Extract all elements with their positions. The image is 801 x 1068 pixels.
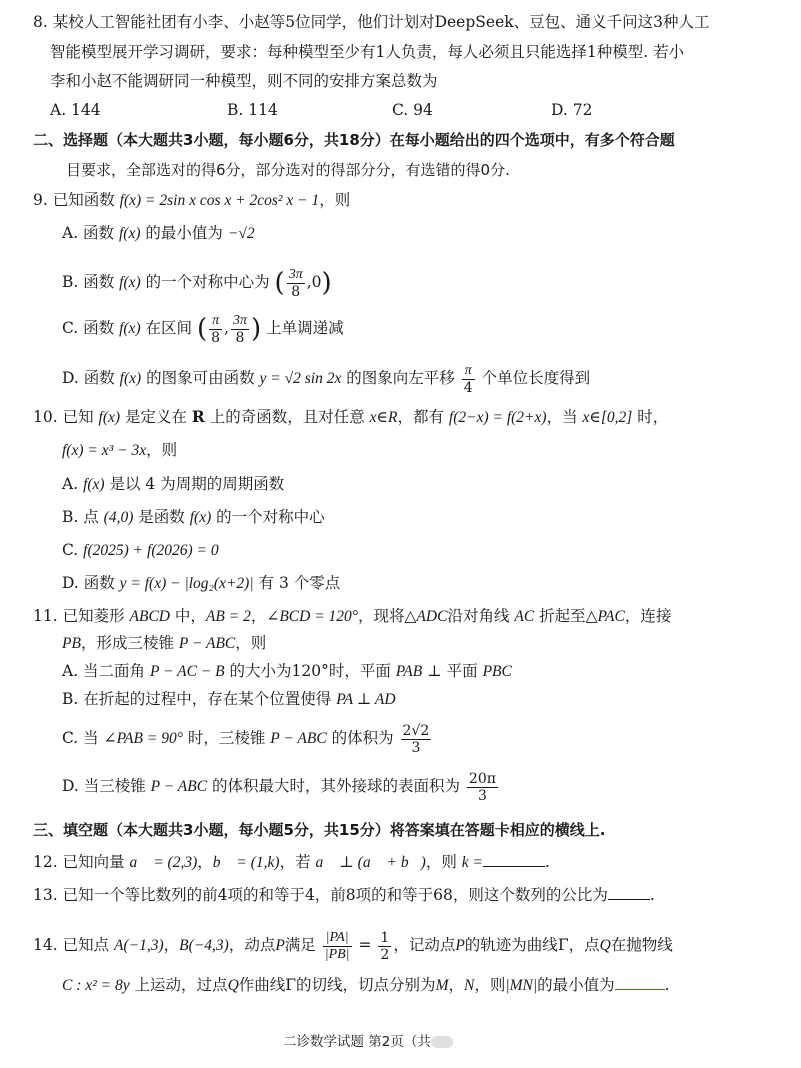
q13-answer-blank [608, 899, 650, 900]
q9-a-post: 的最小值为 [140, 224, 228, 242]
q14-l1-A: A(−1,3) [114, 937, 164, 954]
q10-a-pre: A. [62, 475, 84, 493]
q12-line [33, 852, 550, 873]
q8-line1: 8. 某校人工智能社团有小李、小赵等5位同学，他们计划对DeepSeek、豆包、通义千问这3种人工 [33, 13, 710, 31]
q11-l1-b: ， [250, 607, 267, 625]
q10-l1-int: x∈[0,2] [582, 409, 633, 426]
q11-l1-e: 折起至 [534, 607, 586, 625]
section3-line: 三、填空题（本大题共3小题，每小题5分，共15分）将答案填在答题卡相应的横线上. [33, 821, 606, 839]
q14-half-frac [378, 930, 391, 963]
q10-option-c [62, 540, 219, 561]
q11-a-p2: PBC [482, 663, 512, 680]
q11-line1 [33, 606, 671, 627]
q9-d-mid2: 的图象向左平移 [341, 369, 460, 387]
q11-option-b [62, 689, 396, 710]
q9-c-lparen: ( [196, 314, 208, 344]
q9-c-frac1 [209, 313, 222, 346]
q9-option-d [62, 358, 590, 399]
q11-l1-ang: ∠BCD = 120° [266, 608, 358, 625]
q14-l1-P2: P [455, 937, 465, 954]
q9-option-b [62, 262, 332, 303]
q9-b-lparen: ( [274, 268, 285, 298]
q14-l1-fn: |PA| [323, 930, 352, 947]
q9-b-num: 3π [288, 266, 303, 282]
q11-l2-t: P − ABC [178, 635, 236, 652]
q9-d-post: 个单位长度得到 [476, 369, 591, 387]
q9-c-rparen: ) [251, 314, 262, 344]
footer-text: 二诊数学试题 第2页（共 [283, 1034, 431, 1050]
q14-l2-C: C : x² = 8y [62, 977, 130, 994]
q14-l1-P: P [275, 937, 285, 954]
q12-a: a⃗ = (2,3) [129, 854, 198, 871]
q14-l1-G: Γ [557, 936, 569, 954]
q11-c-ang: ∠PAB = 90° [103, 730, 183, 747]
q8-option-b: B. 114 [227, 101, 278, 119]
q10-b-f: f(x) [189, 509, 212, 526]
q9-c-frac2 [231, 313, 249, 346]
q13-text: 13. 已知一个等比数列的前4项的和等于4，前8项的和等于68，则这个数列的公比为 [33, 886, 608, 904]
q11-line2 [62, 633, 266, 654]
q10-b-mid: 是函数 [133, 508, 190, 526]
q14-l1-hd: 2 [380, 946, 390, 963]
q12-mid: ，若 [279, 853, 316, 871]
q14-l1-e: 的轨迹为曲线 [464, 936, 558, 954]
q14-l2-c: 的切线，切点分别为 [296, 976, 436, 994]
q14-l1-g: 在抛物线 [610, 936, 673, 954]
q11-a-mid2: 平面 [446, 662, 483, 680]
q9-a-f: f(x) [118, 225, 141, 242]
q10-option-a [62, 474, 284, 495]
q10-option-d [62, 573, 340, 594]
q9-b-post: 的一个对称中心为 [140, 273, 275, 291]
q9-c-d1: 8 [211, 329, 221, 346]
q11-l1-d: 沿对角线 [447, 607, 515, 625]
q11-d-post: 的体积最大时，其外接球的表面积为 [207, 777, 465, 795]
q10-l1-b: 上的奇函数，且对任意 [204, 408, 370, 426]
q12-answer-blank [483, 866, 545, 867]
section2-heading [33, 130, 675, 150]
footer-smudge [431, 1036, 453, 1048]
q14-l1-B: B(−4,3) [179, 937, 229, 954]
q14-l2-Q: Q [227, 977, 239, 994]
q9-c-post: 上单调递减 [261, 319, 344, 337]
q10-l1-f: f(x) [98, 409, 121, 426]
q14-l2-f: 的最小值为 [537, 976, 615, 994]
q9-d-y: y = √2 sin 2x [259, 370, 342, 387]
q14-l2-a: 上运动，过点 [129, 976, 228, 994]
q12-sep: ， [197, 853, 213, 871]
q11-a-ang: P − AC − B [149, 663, 225, 680]
q14-ratio-frac [323, 930, 352, 963]
q10-l1-pre: 10. 已知 [33, 408, 99, 426]
q11-l1-ac: AC [514, 608, 535, 625]
q11-l1-c: ，现将 [358, 607, 405, 625]
q9-b-tail: ,0 [306, 273, 322, 291]
q14-l1-d: ，记动点 [393, 936, 456, 954]
q8-line2: 智能模型展开学习调研，要求：每种模型至少有1人负责，每人必须且只能选择1种模型. 若小 [50, 43, 685, 61]
q9-b-f: f(x) [119, 274, 141, 291]
q14-line1 [33, 925, 673, 966]
q11-b-expr: PA ⊥ AD [336, 691, 396, 708]
q12-cond: a⃗ ⊥ (a⃗ + b⃗) [315, 854, 426, 871]
section2-line1: 二、选择题（本大题共3小题，每小题6分，共18分）在每小题给出的四个选项中，有多个符合题 [33, 131, 675, 149]
q11-d-n: 20π [468, 770, 496, 787]
q14-l1-hn: 1 [380, 929, 390, 946]
q14-l1-b: ，动点 [228, 936, 276, 954]
q14-l1-a: ， [163, 936, 180, 954]
q11-a-pre: A. 当二面角 [62, 662, 150, 680]
q10-l1-x: x∈R [369, 409, 398, 426]
q11-l1-tri2: △PAC [585, 608, 625, 625]
q11-c-n: 2√2 [402, 722, 430, 739]
q14-l1-eq: = [353, 936, 377, 954]
q9-num: 9. 已知函数 [33, 191, 120, 209]
q10-b-post: 的一个对称中心 [211, 508, 325, 526]
q11-d-pre: D. 当三棱锥 [62, 777, 151, 795]
q11-c-d: 3 [411, 739, 421, 756]
q10-line1 [33, 407, 668, 428]
q10-d-pre: D. 函数 [62, 574, 120, 592]
q10-d-expr: y = f(x) − |log₂(x+2)| [119, 575, 254, 592]
q10-l2-tail: ，则 [146, 441, 178, 459]
q8-option-c: C. 94 [392, 101, 433, 119]
q12-end: . [544, 853, 550, 871]
q9-d-d: 4 [463, 379, 473, 396]
q14-answer-blank [615, 989, 665, 990]
q14-l2-end: . [664, 976, 670, 994]
q12-pre: 12. 已知向量 [33, 853, 130, 871]
q9-c-n2: 3π [232, 312, 247, 328]
q9-c-f: f(x) [119, 320, 141, 337]
q11-l2-pb: PB [62, 635, 81, 652]
q14-l2-d: ， [448, 976, 464, 994]
q11-a-p1: PAB [395, 663, 423, 680]
q14-l2-b: 作曲线 [238, 976, 286, 994]
q10-option-b [62, 507, 325, 528]
q9-d-frac [462, 363, 475, 396]
q11-a-perp: ⊥ [422, 662, 447, 680]
q10-l1-c: ，都有 [397, 408, 449, 426]
q14-l2-M: M [435, 977, 449, 994]
q10-l1-e: 时， [632, 408, 669, 426]
q9-b-pre: B. 函数 [62, 273, 120, 291]
q11-c-post: 的体积为 [326, 729, 399, 747]
q10-l1-d: ，当 [546, 408, 583, 426]
q9-expr: f(x) = 2sin x cos x + 2cos² x − 1 [119, 192, 320, 209]
q10-l2-expr: f(x) = x³ − 3x [62, 442, 147, 459]
q10-c-expr: f(2025) + f(2026) = 0 [83, 542, 219, 559]
q14-l2-N: N [464, 977, 475, 994]
q10-line2 [62, 440, 177, 461]
q11-l2-b: ，则 [235, 634, 267, 652]
q10-b-pt: (4,0) [103, 509, 134, 526]
q9-d-f: f(x) [119, 370, 142, 387]
page-footer [283, 1030, 453, 1050]
q9-c-comma: , [224, 319, 229, 337]
q8-option-a: A. 144 [50, 101, 101, 119]
q9-option-c [62, 308, 344, 349]
q10-d-post: 有 3 个零点 [253, 574, 341, 592]
q14-l2-MN: |MN| [505, 977, 538, 994]
q10-l1-a: 是定义在 [120, 408, 192, 426]
q11-l2-a: ，形成三棱锥 [80, 634, 179, 652]
q11-l1-a: 中， [169, 607, 206, 625]
q8-option-d: D. 72 [551, 101, 593, 119]
q9-option-a [62, 223, 255, 244]
q9-stem [33, 190, 350, 211]
q11-option-a [62, 661, 512, 682]
q9-c-mid: 在区间 [140, 319, 197, 337]
q11-c-frac [401, 723, 432, 756]
q9-d-mid: 的图象可由函数 [141, 369, 260, 387]
q11-c-pre: C. 当 [62, 729, 104, 747]
q9-b-rparen: ) [321, 268, 332, 298]
q10-a-f: f(x) [83, 476, 105, 493]
q14-l1-fd: |PB| [324, 946, 350, 962]
q11-b-pre: B. 在折起的过程中，存在某个位置使得 [62, 690, 337, 708]
q9-a-val: −√2 [227, 225, 255, 242]
q11-l1-abcd: ABCD [129, 608, 170, 625]
q14-l2-G: Γ [285, 976, 297, 994]
q11-l1-ab: AB = 2 [205, 608, 251, 625]
section3-heading [33, 820, 605, 840]
q14-l1-Q: Q [599, 937, 611, 954]
q10-l1-R: R [191, 407, 205, 426]
q8-line3: 李和小赵不能调研同一种模型，则不同的安排方案总数为 [50, 72, 438, 90]
q12-mid2: ，则 [425, 853, 462, 871]
q14-line2 [62, 975, 670, 996]
q9-a-pre: A. 函数 [62, 224, 119, 242]
q10-l1-eq: f(2−x) = f(2+x) [448, 409, 547, 426]
q11-c-mid: 时，三棱锥 [182, 729, 271, 747]
q12-k: k = [461, 854, 483, 871]
q14-l1-pre: 14. 已知点 [33, 936, 115, 954]
q12-b: b⃗ = (1,k) [212, 854, 280, 871]
q11-option-c [62, 718, 433, 759]
q14-l2-e: ，则 [474, 976, 506, 994]
q11-a-mid: 的大小为120°时，平面 [224, 662, 396, 680]
q9-d-n: π [462, 363, 475, 380]
q9-c-n1: π [209, 313, 222, 330]
q11-l1-tri1: △ADC [404, 608, 448, 625]
section2-line2: 目要求，全部选对的得6分，部分选对的得部分分，有选错的得0分. [66, 161, 510, 179]
q9-c-d2: 8 [235, 329, 245, 346]
q13-line [33, 885, 655, 905]
q11-d-d: 3 [477, 787, 487, 804]
q11-l1-f: ，连接 [624, 607, 672, 625]
q10-a-post: 是以 4 为周期的周期函数 [104, 475, 285, 493]
q14-l1-c: 满足 [284, 936, 321, 954]
q11-c-t: P − ABC [270, 730, 327, 747]
q13-end: . [649, 886, 655, 904]
q11-d-t: P − ABC [150, 778, 208, 795]
q11-option-d [62, 766, 500, 807]
q9-c-pre: C. 函数 [62, 319, 120, 337]
q9-b-den: 8 [291, 283, 301, 300]
q9-tail: ，则 [319, 191, 351, 209]
q11-d-frac [467, 771, 498, 804]
q11-l1-pre: 11. 已知菱形 [33, 607, 130, 625]
q10-c-pre: C. [62, 541, 84, 559]
q14-l1-f: ，点 [568, 936, 600, 954]
q10-b-pre: B. 点 [62, 508, 104, 526]
q9-d-pre: D. 函数 [62, 369, 120, 387]
q9-b-frac [287, 267, 305, 300]
